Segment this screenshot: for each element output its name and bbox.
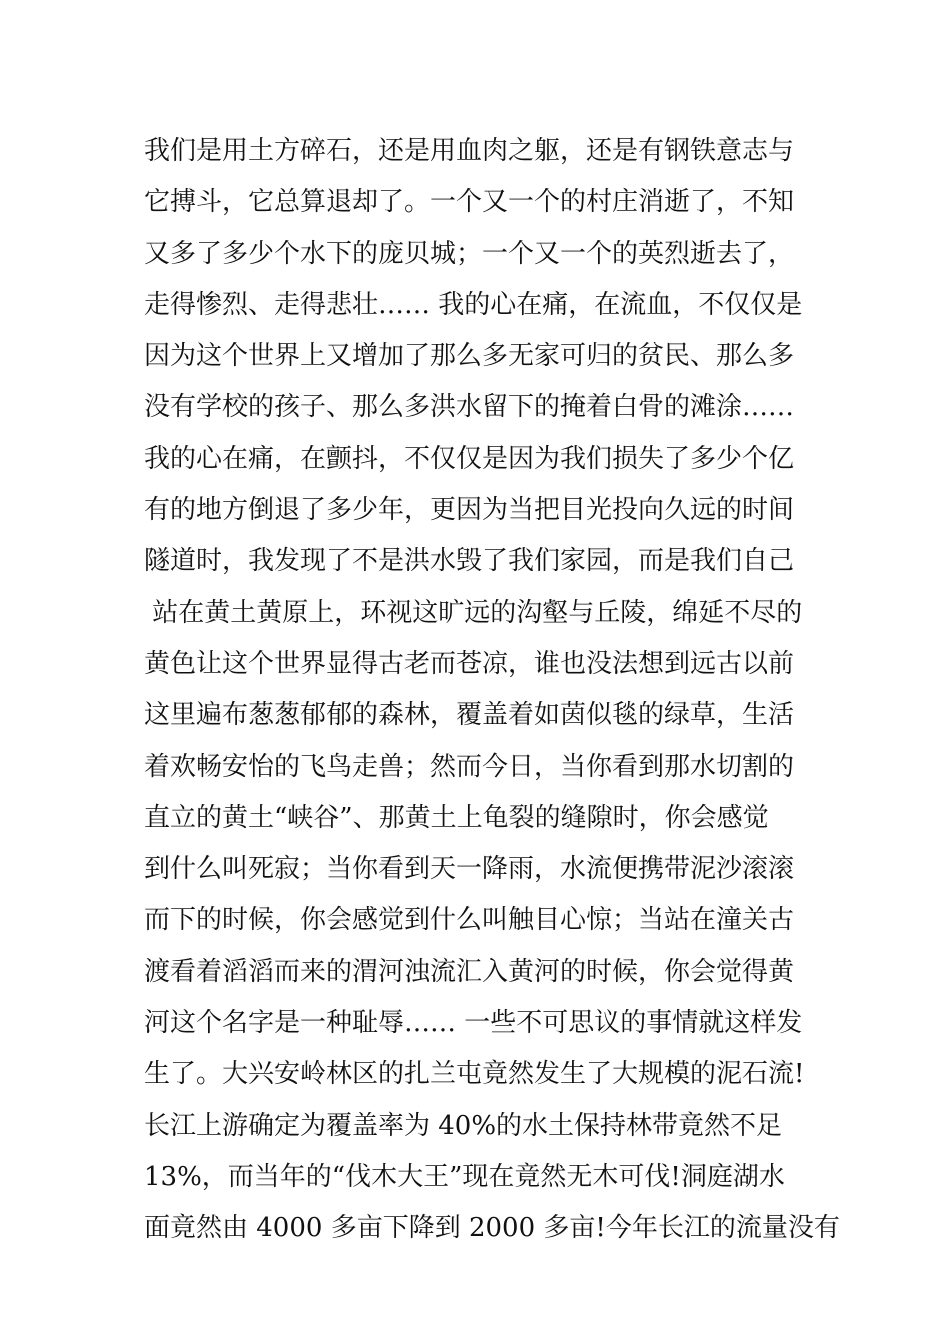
text-line: 而下的时候，你会感觉到什么叫触目心惊；当站在潼关古 [144, 905, 795, 936]
text-line: 站在黄土黄原上，环视这旷远的沟壑与丘陵，绵延不尽的 [144, 597, 803, 628]
text-line: 长江上游确定为覆盖率为 40%的水土保持林带竟然不足 [144, 1110, 783, 1141]
body-text [144, 126, 840, 1255]
text-line: 13%，而当年的“伐木大王”现在竟然无木可伐!洞庭湖水 [144, 1161, 785, 1192]
text-line: 面竟然由 4000 多亩下降到 2000 多亩!今年长江的流量没有 [144, 1213, 840, 1244]
text-line: 直立的黄土“峡谷”、那黄土上龟裂的缝隙时，你会感觉 [144, 802, 769, 833]
text-line: 我的心在痛，在颤抖，不仅仅是因为我们损失了多少个亿 [144, 443, 795, 474]
text-line: 黄色让这个世界显得古老而苍凉，谁也没法想到远古以前 [144, 648, 795, 679]
text-line: 生了。大兴安岭林区的扎兰屯竟然发生了大规模的泥石流! [144, 1059, 805, 1090]
text-line: 河这个名字是一种耻辱…… 一些不可思议的事情就这样发 [144, 1008, 803, 1039]
text-line: 着欢畅安怡的飞鸟走兽；然而今日，当你看到那水切割的 [144, 751, 795, 782]
text-line: 这里遍布葱葱郁郁的森林，覆盖着如茵似毯的绿草，生活 [144, 700, 795, 731]
text-line: 走得惨烈、走得悲壮…… 我的心在痛，在流血，不仅仅是 [144, 289, 803, 320]
text-line: 没有学校的孩子、那么多洪水留下的掩着白骨的滩涂…… [144, 392, 795, 423]
text-line: 到什么叫死寂；当你看到天一降雨，水流便携带泥沙滚滚 [144, 854, 795, 885]
text-line: 隧道时，我发现了不是洪水毁了我们家园，而是我们自己 [144, 546, 795, 577]
text-line: 渡看着滔滔而来的渭河浊流汇入黄河的时候，你会觉得黄 [144, 956, 795, 987]
text-line: 因为这个世界上又增加了那么多无家可归的贫民、那么多 [144, 341, 795, 372]
text-line: 它搏斗，它总算退却了。一个又一个的村庄消逝了，不知 [144, 187, 795, 218]
text-line: 又多了多少个水下的庞贝城；一个又一个的英烈逝去了， [144, 238, 795, 269]
text-line: 有的地方倒退了多少年，更因为当把目光投向久远的时间 [144, 495, 795, 526]
text-line: 我们是用土方碎石，还是用血肉之躯，还是有钢铁意志与 [144, 136, 795, 166]
